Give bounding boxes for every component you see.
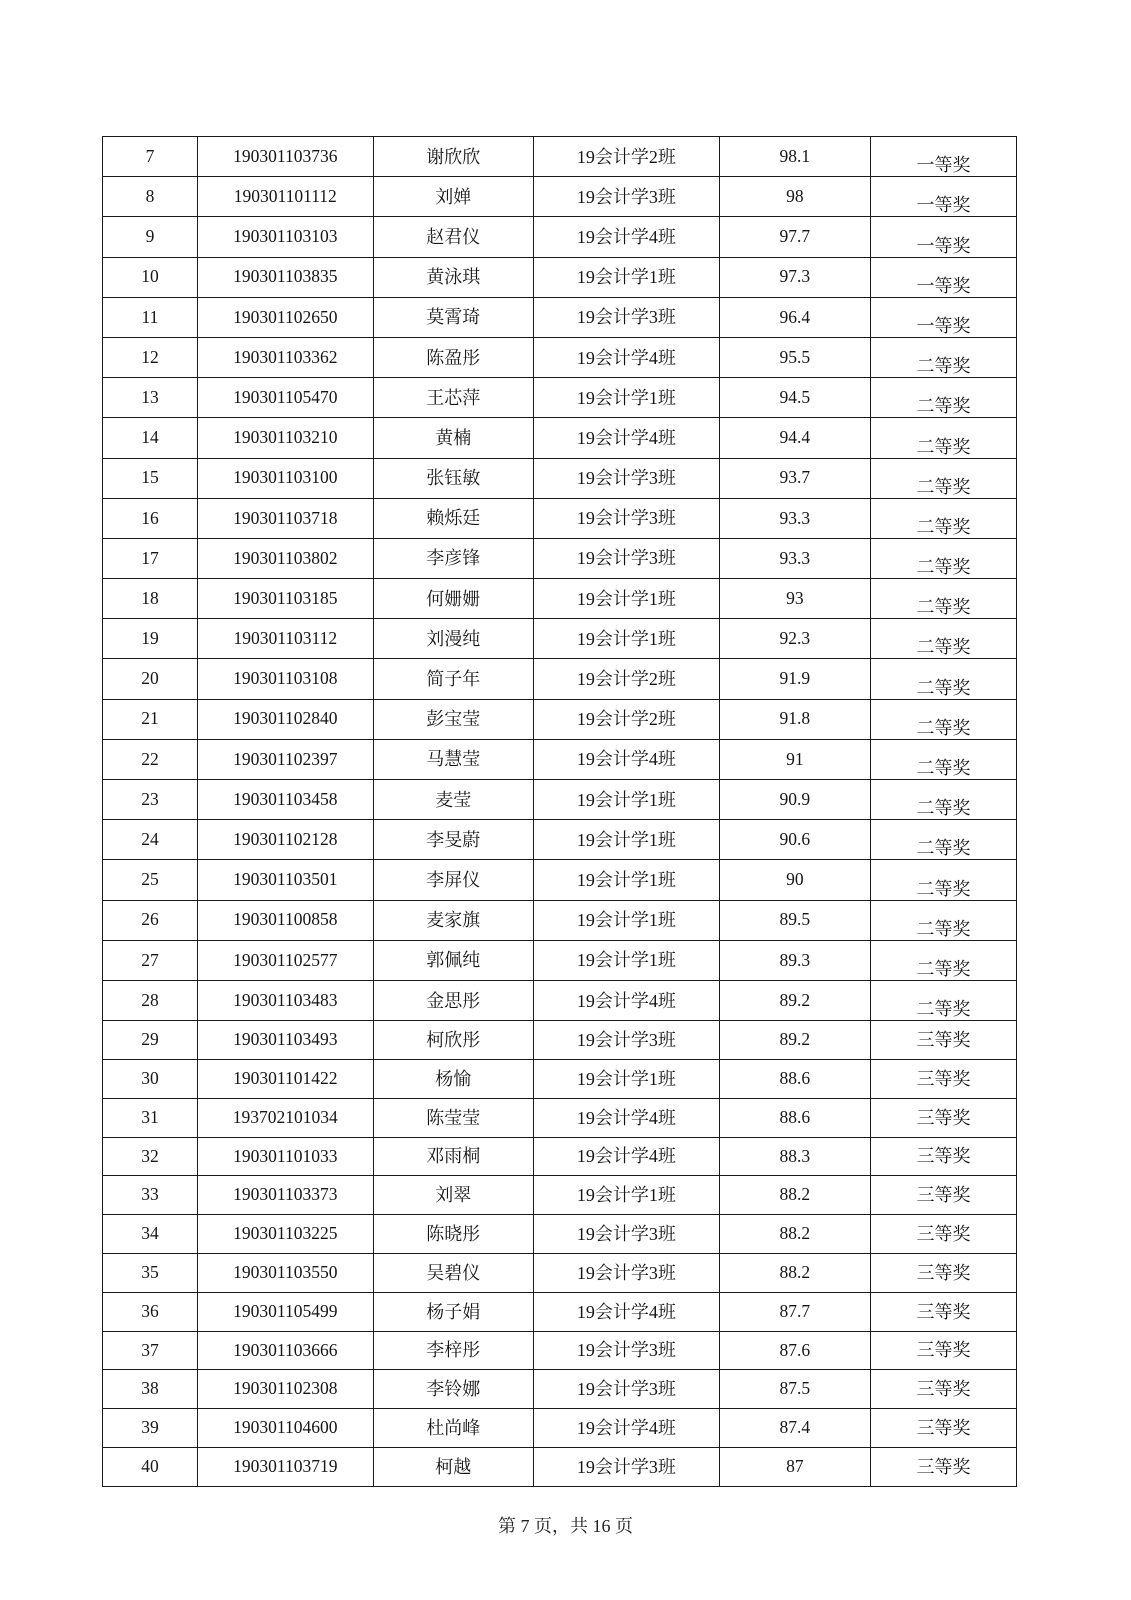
table-row (103, 820, 1017, 860)
award-level-cell: 一等奖 (870, 177, 1016, 217)
row-number-cell: 7 (103, 137, 198, 177)
student-name-cell: 黄泳琪 (373, 257, 533, 297)
award-level-cell: 一等奖 (870, 257, 1016, 297)
row-number-cell: 31 (103, 1098, 198, 1137)
student-id-cell: 190301100858 (197, 900, 373, 940)
class-name-cell: 19会计学1班 (533, 619, 719, 659)
class-name-cell: 19会计学2班 (533, 137, 719, 177)
award-level-cell: 三等奖 (870, 1021, 1016, 1060)
score-cell: 94.4 (719, 418, 870, 458)
student-id-cell: 190301103719 (197, 1447, 373, 1486)
row-number-cell: 14 (103, 418, 198, 458)
score-cell: 96.4 (719, 297, 870, 337)
award-table-body (103, 137, 1017, 1487)
award-level-cell: 二等奖 (870, 378, 1016, 418)
score-cell: 94.5 (719, 378, 870, 418)
score-cell: 98.1 (719, 137, 870, 177)
student-name-cell: 陈晓彤 (373, 1215, 533, 1254)
class-name-cell: 19会计学3班 (533, 1021, 719, 1060)
table-row (103, 1176, 1017, 1215)
row-number-cell: 27 (103, 940, 198, 980)
class-name-cell: 19会计学3班 (533, 177, 719, 217)
table-row (103, 1253, 1017, 1292)
score-cell: 88.6 (719, 1098, 870, 1137)
class-name-cell: 19会计学3班 (533, 498, 719, 538)
row-number-cell: 30 (103, 1059, 198, 1098)
row-number-cell: 21 (103, 699, 198, 739)
table-row (103, 1021, 1017, 1060)
award-level-cell: 三等奖 (870, 1370, 1016, 1409)
score-cell: 88.2 (719, 1215, 870, 1254)
student-id-cell: 190301103458 (197, 780, 373, 820)
table-row (103, 418, 1017, 458)
class-name-cell: 19会计学1班 (533, 378, 719, 418)
score-cell: 89.5 (719, 900, 870, 940)
table-row (103, 177, 1017, 217)
award-level-cell: 一等奖 (870, 217, 1016, 257)
student-name-cell: 李屏仪 (373, 860, 533, 900)
student-id-cell: 190301102397 (197, 739, 373, 779)
class-name-cell: 19会计学3班 (533, 538, 719, 578)
student-id-cell: 190301105499 (197, 1292, 373, 1331)
class-name-cell: 19会计学1班 (533, 860, 719, 900)
award-level-cell: 二等奖 (870, 619, 1016, 659)
table-row (103, 1137, 1017, 1176)
student-name-cell: 刘漫纯 (373, 619, 533, 659)
score-cell: 92.3 (719, 619, 870, 659)
student-name-cell: 简子年 (373, 659, 533, 699)
student-id-cell: 190301101112 (197, 177, 373, 217)
award-level-cell: 二等奖 (870, 659, 1016, 699)
score-cell: 87.6 (719, 1331, 870, 1370)
row-number-cell: 19 (103, 619, 198, 659)
score-cell: 87.5 (719, 1370, 870, 1409)
table-row (103, 860, 1017, 900)
table-row (103, 1215, 1017, 1254)
score-cell: 93.3 (719, 538, 870, 578)
award-level-cell: 二等奖 (870, 579, 1016, 619)
table-row (103, 378, 1017, 418)
student-name-cell: 赖烁廷 (373, 498, 533, 538)
award-level-cell: 二等奖 (870, 538, 1016, 578)
student-id-cell: 190301103493 (197, 1021, 373, 1060)
table-row (103, 579, 1017, 619)
student-name-cell: 刘婵 (373, 177, 533, 217)
row-number-cell: 39 (103, 1409, 198, 1448)
student-name-cell: 何姗姗 (373, 579, 533, 619)
student-id-cell: 190301102128 (197, 820, 373, 860)
student-name-cell: 李梓彤 (373, 1331, 533, 1370)
award-level-cell: 一等奖 (870, 137, 1016, 177)
class-name-cell: 19会计学3班 (533, 1253, 719, 1292)
table-row (103, 1409, 1017, 1448)
class-name-cell: 19会计学3班 (533, 458, 719, 498)
table-row (103, 498, 1017, 538)
row-number-cell: 35 (103, 1253, 198, 1292)
student-name-cell: 李铃娜 (373, 1370, 533, 1409)
award-level-cell: 二等奖 (870, 780, 1016, 820)
table-row (103, 739, 1017, 779)
score-cell: 91.9 (719, 659, 870, 699)
row-number-cell: 25 (103, 860, 198, 900)
student-name-cell: 李旻蔚 (373, 820, 533, 860)
table-row (103, 137, 1017, 177)
row-number-cell: 20 (103, 659, 198, 699)
class-name-cell: 19会计学1班 (533, 1176, 719, 1215)
class-name-cell: 19会计学2班 (533, 699, 719, 739)
student-name-cell: 黄楠 (373, 418, 533, 458)
row-number-cell: 26 (103, 900, 198, 940)
student-name-cell: 赵君仪 (373, 217, 533, 257)
score-cell: 93.3 (719, 498, 870, 538)
row-number-cell: 8 (103, 177, 198, 217)
score-cell: 88.3 (719, 1137, 870, 1176)
award-level-cell: 三等奖 (870, 1137, 1016, 1176)
row-number-cell: 10 (103, 257, 198, 297)
row-number-cell: 36 (103, 1292, 198, 1331)
class-name-cell: 19会计学1班 (533, 1059, 719, 1098)
student-id-cell: 190301103736 (197, 137, 373, 177)
student-name-cell: 陈盈彤 (373, 337, 533, 377)
table-row (103, 659, 1017, 699)
row-number-cell: 9 (103, 217, 198, 257)
student-name-cell: 彭宝莹 (373, 699, 533, 739)
student-name-cell: 杜尚峰 (373, 1409, 533, 1448)
score-cell: 93 (719, 579, 870, 619)
student-id-cell: 190301102577 (197, 940, 373, 980)
student-id-cell: 190301103185 (197, 579, 373, 619)
student-id-cell: 190301103501 (197, 860, 373, 900)
score-cell: 98 (719, 177, 870, 217)
student-name-cell: 张钰敏 (373, 458, 533, 498)
student-id-cell: 190301103483 (197, 980, 373, 1020)
student-name-cell: 刘翠 (373, 1176, 533, 1215)
award-table (102, 136, 1017, 1487)
student-name-cell: 杨愉 (373, 1059, 533, 1098)
class-name-cell: 19会计学1班 (533, 940, 719, 980)
student-id-cell: 190301103666 (197, 1331, 373, 1370)
row-number-cell: 12 (103, 337, 198, 377)
student-name-cell: 麦莹 (373, 780, 533, 820)
score-cell: 93.7 (719, 458, 870, 498)
page-number-footer: 第 7 页，共 16 页 (498, 1516, 633, 1536)
table-row (103, 699, 1017, 739)
table-row (103, 538, 1017, 578)
award-level-cell: 二等奖 (870, 699, 1016, 739)
student-name-cell: 莫霄琦 (373, 297, 533, 337)
table-row (103, 337, 1017, 377)
award-level-cell: 二等奖 (870, 337, 1016, 377)
student-id-cell: 190301103112 (197, 619, 373, 659)
score-cell: 88.6 (719, 1059, 870, 1098)
award-level-cell: 三等奖 (870, 1253, 1016, 1292)
row-number-cell: 38 (103, 1370, 198, 1409)
table-row (103, 1447, 1017, 1486)
class-name-cell: 19会计学3班 (533, 1215, 719, 1254)
score-cell: 87 (719, 1447, 870, 1486)
student-id-cell: 190301103802 (197, 538, 373, 578)
award-level-cell: 三等奖 (870, 1059, 1016, 1098)
student-name-cell: 吴碧仪 (373, 1253, 533, 1292)
student-id-cell: 190301102308 (197, 1370, 373, 1409)
award-level-cell: 二等奖 (870, 980, 1016, 1020)
class-name-cell: 19会计学4班 (533, 980, 719, 1020)
table-row (103, 297, 1017, 337)
score-cell: 90 (719, 860, 870, 900)
row-number-cell: 34 (103, 1215, 198, 1254)
class-name-cell: 19会计学3班 (533, 297, 719, 337)
student-id-cell: 190301103718 (197, 498, 373, 538)
student-name-cell: 谢欣欣 (373, 137, 533, 177)
row-number-cell: 15 (103, 458, 198, 498)
row-number-cell: 28 (103, 980, 198, 1020)
table-row (103, 1370, 1017, 1409)
award-level-cell: 三等奖 (870, 1176, 1016, 1215)
table-row (103, 257, 1017, 297)
award-level-cell: 二等奖 (870, 458, 1016, 498)
class-name-cell: 19会计学4班 (533, 418, 719, 458)
table-row (103, 780, 1017, 820)
award-level-cell: 一等奖 (870, 297, 1016, 337)
student-id-cell: 193702101034 (197, 1098, 373, 1137)
student-id-cell: 190301102840 (197, 699, 373, 739)
student-name-cell: 麦家旗 (373, 900, 533, 940)
award-level-cell: 三等奖 (870, 1331, 1016, 1370)
score-cell: 95.5 (719, 337, 870, 377)
row-number-cell: 23 (103, 780, 198, 820)
class-name-cell: 19会计学2班 (533, 659, 719, 699)
award-level-cell: 三等奖 (870, 1215, 1016, 1254)
student-name-cell: 陈莹莹 (373, 1098, 533, 1137)
table-row (103, 217, 1017, 257)
student-name-cell: 邓雨桐 (373, 1137, 533, 1176)
score-cell: 90.9 (719, 780, 870, 820)
class-name-cell: 19会计学1班 (533, 579, 719, 619)
award-level-cell: 三等奖 (870, 1409, 1016, 1448)
score-cell: 89.2 (719, 1021, 870, 1060)
table-row (103, 1331, 1017, 1370)
award-level-cell: 三等奖 (870, 1447, 1016, 1486)
class-name-cell: 19会计学4班 (533, 1292, 719, 1331)
class-name-cell: 19会计学3班 (533, 1447, 719, 1486)
table-row (103, 458, 1017, 498)
class-name-cell: 19会计学4班 (533, 1137, 719, 1176)
award-level-cell: 三等奖 (870, 1292, 1016, 1331)
student-id-cell: 190301103103 (197, 217, 373, 257)
score-cell: 91.8 (719, 699, 870, 739)
student-id-cell: 190301103373 (197, 1176, 373, 1215)
score-cell: 87.4 (719, 1409, 870, 1448)
row-number-cell: 11 (103, 297, 198, 337)
row-number-cell: 22 (103, 739, 198, 779)
student-id-cell: 190301103100 (197, 458, 373, 498)
student-id-cell: 190301101033 (197, 1137, 373, 1176)
class-name-cell: 19会计学1班 (533, 257, 719, 297)
class-name-cell: 19会计学4班 (533, 739, 719, 779)
score-cell: 97.3 (719, 257, 870, 297)
table-row (103, 940, 1017, 980)
class-name-cell: 19会计学4班 (533, 1409, 719, 1448)
class-name-cell: 19会计学1班 (533, 900, 719, 940)
score-cell: 89.2 (719, 980, 870, 1020)
student-id-cell: 190301104600 (197, 1409, 373, 1448)
class-name-cell: 19会计学3班 (533, 1331, 719, 1370)
score-cell: 88.2 (719, 1176, 870, 1215)
class-name-cell: 19会计学4班 (533, 217, 719, 257)
row-number-cell: 29 (103, 1021, 198, 1060)
student-name-cell: 李彦锋 (373, 538, 533, 578)
student-id-cell: 190301103108 (197, 659, 373, 699)
class-name-cell: 19会计学1班 (533, 780, 719, 820)
award-level-cell: 二等奖 (870, 498, 1016, 538)
row-number-cell: 24 (103, 820, 198, 860)
student-id-cell: 190301103210 (197, 418, 373, 458)
score-cell: 89.3 (719, 940, 870, 980)
row-number-cell: 16 (103, 498, 198, 538)
student-name-cell: 王芯萍 (373, 378, 533, 418)
table-row (103, 1098, 1017, 1137)
row-number-cell: 17 (103, 538, 198, 578)
student-name-cell: 金思彤 (373, 980, 533, 1020)
score-cell: 90.6 (719, 820, 870, 860)
student-id-cell: 190301103550 (197, 1253, 373, 1292)
student-name-cell: 杨子娟 (373, 1292, 533, 1331)
award-level-cell: 二等奖 (870, 739, 1016, 779)
score-cell: 88.2 (719, 1253, 870, 1292)
award-level-cell: 二等奖 (870, 940, 1016, 980)
award-level-cell: 二等奖 (870, 418, 1016, 458)
score-cell: 97.7 (719, 217, 870, 257)
table-row (103, 619, 1017, 659)
row-number-cell: 40 (103, 1447, 198, 1486)
award-level-cell: 三等奖 (870, 1098, 1016, 1137)
student-id-cell: 190301103362 (197, 337, 373, 377)
row-number-cell: 13 (103, 378, 198, 418)
class-name-cell: 19会计学4班 (533, 337, 719, 377)
class-name-cell: 19会计学3班 (533, 1370, 719, 1409)
student-name-cell: 郭佩纯 (373, 940, 533, 980)
table-row (103, 900, 1017, 940)
table-row (103, 1292, 1017, 1331)
student-name-cell: 柯欣彤 (373, 1021, 533, 1060)
row-number-cell: 37 (103, 1331, 198, 1370)
student-id-cell: 190301101422 (197, 1059, 373, 1098)
student-id-cell: 190301105470 (197, 378, 373, 418)
award-level-cell: 二等奖 (870, 860, 1016, 900)
row-number-cell: 32 (103, 1137, 198, 1176)
student-id-cell: 190301103835 (197, 257, 373, 297)
student-id-cell: 190301102650 (197, 297, 373, 337)
table-row (103, 980, 1017, 1020)
student-id-cell: 190301103225 (197, 1215, 373, 1254)
award-level-cell: 二等奖 (870, 820, 1016, 860)
class-name-cell: 19会计学4班 (533, 1098, 719, 1137)
score-cell: 87.7 (719, 1292, 870, 1331)
row-number-cell: 33 (103, 1176, 198, 1215)
row-number-cell: 18 (103, 579, 198, 619)
table-row (103, 1059, 1017, 1098)
award-level-cell: 二等奖 (870, 900, 1016, 940)
score-cell: 91 (719, 739, 870, 779)
student-name-cell: 柯越 (373, 1447, 533, 1486)
student-name-cell: 马慧莹 (373, 739, 533, 779)
class-name-cell: 19会计学1班 (533, 820, 719, 860)
